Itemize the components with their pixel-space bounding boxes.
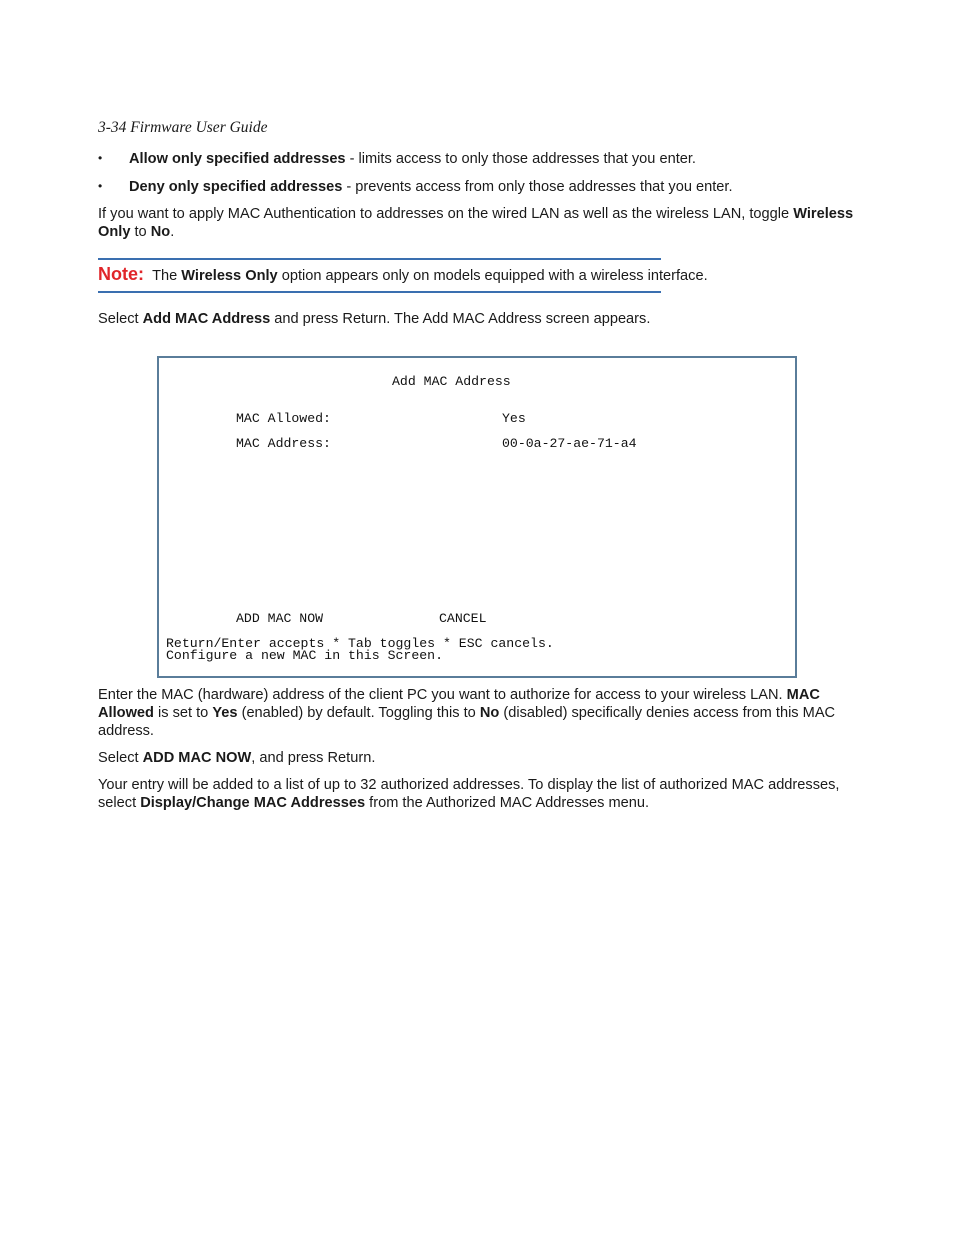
text-run: . bbox=[170, 224, 175, 240]
text-run: and press Return. The Add MAC Address screen appears. bbox=[270, 311, 651, 327]
bullet-icon: • bbox=[98, 179, 103, 193]
text-run: (enabled) by default. Toggling this to bbox=[237, 705, 480, 721]
screen-title: Add MAC Address bbox=[392, 374, 511, 389]
bold-term: Yes bbox=[212, 705, 238, 721]
bold-term: Display/Change MAC Addresses bbox=[140, 795, 366, 811]
text-run: Select bbox=[98, 311, 143, 327]
bold-term: Wireless Only bbox=[181, 268, 278, 284]
bullet-icon: • bbox=[98, 151, 103, 165]
terminal-screen bbox=[157, 356, 797, 678]
bullet-desc: - prevents access from only those addresses that you enter. bbox=[342, 179, 733, 195]
bold-term: MAC Allowed bbox=[98, 687, 820, 721]
bullet-term: Allow only specified addresses bbox=[129, 151, 346, 167]
text-run: Select bbox=[98, 750, 143, 766]
field-label: MAC Allowed: bbox=[236, 411, 331, 426]
page-header: 3-34 Firmware User Guide bbox=[98, 119, 268, 136]
bold-term: No bbox=[150, 224, 171, 240]
text-run: is set to bbox=[153, 705, 213, 721]
text-run: The bbox=[152, 268, 182, 284]
text-run: (disabled) specifically denies access from this MAC address. bbox=[98, 705, 836, 739]
bullet-desc: - limits access to only those addresses that you enter. bbox=[345, 151, 696, 167]
bold-term: Wireless Only bbox=[98, 206, 854, 240]
paragraph-enter bbox=[98, 686, 858, 740]
mac-address-field[interactable]: 00-0a-27-ae-71-a4 bbox=[502, 436, 637, 451]
bullet-term: Deny only specified addresses bbox=[129, 179, 343, 195]
help-text: Configure a new MAC in this Screen. bbox=[166, 648, 443, 663]
text-run: option appears only on models equipped with a wireless interface. bbox=[277, 268, 708, 284]
text-run: Enter the MAC (hardware) address of the client PC you want to authorize for access to your wireless LAN. bbox=[98, 687, 787, 703]
note-box bbox=[98, 264, 708, 285]
mac-allowed-toggle[interactable]: Yes bbox=[502, 411, 526, 426]
paragraph-add-now bbox=[98, 749, 858, 767]
paragraph-toggle bbox=[98, 205, 858, 241]
text-run: Your entry will be added to a list of up to 32 authorized addresses. To display the list of authorized MAC addresses, select bbox=[98, 777, 840, 811]
bold-term: ADD MAC NOW bbox=[142, 750, 252, 766]
paragraph-select bbox=[98, 310, 858, 328]
paragraph-list bbox=[98, 776, 858, 812]
text-run: , and press Return. bbox=[251, 750, 376, 766]
note-rule-bottom bbox=[98, 291, 661, 293]
bold-term: No bbox=[479, 705, 500, 721]
add-mac-now-button[interactable]: ADD MAC NOW bbox=[236, 611, 324, 626]
text-run: from the Authorized MAC Addresses menu. bbox=[365, 795, 650, 811]
text-run: to bbox=[130, 224, 151, 240]
help-text: Return/Enter accepts * Tab toggles * ESC cancels. bbox=[166, 636, 554, 651]
bold-term: Add MAC Address bbox=[142, 311, 271, 327]
note-label: Note: bbox=[98, 264, 144, 284]
note-rule-top bbox=[98, 258, 661, 260]
cancel-button[interactable]: CANCEL bbox=[439, 611, 487, 626]
text-run: If you want to apply MAC Authentication to addresses on the wired LAN as well as the wireless LAN, toggle bbox=[98, 206, 794, 222]
field-label: MAC Address: bbox=[236, 436, 331, 451]
